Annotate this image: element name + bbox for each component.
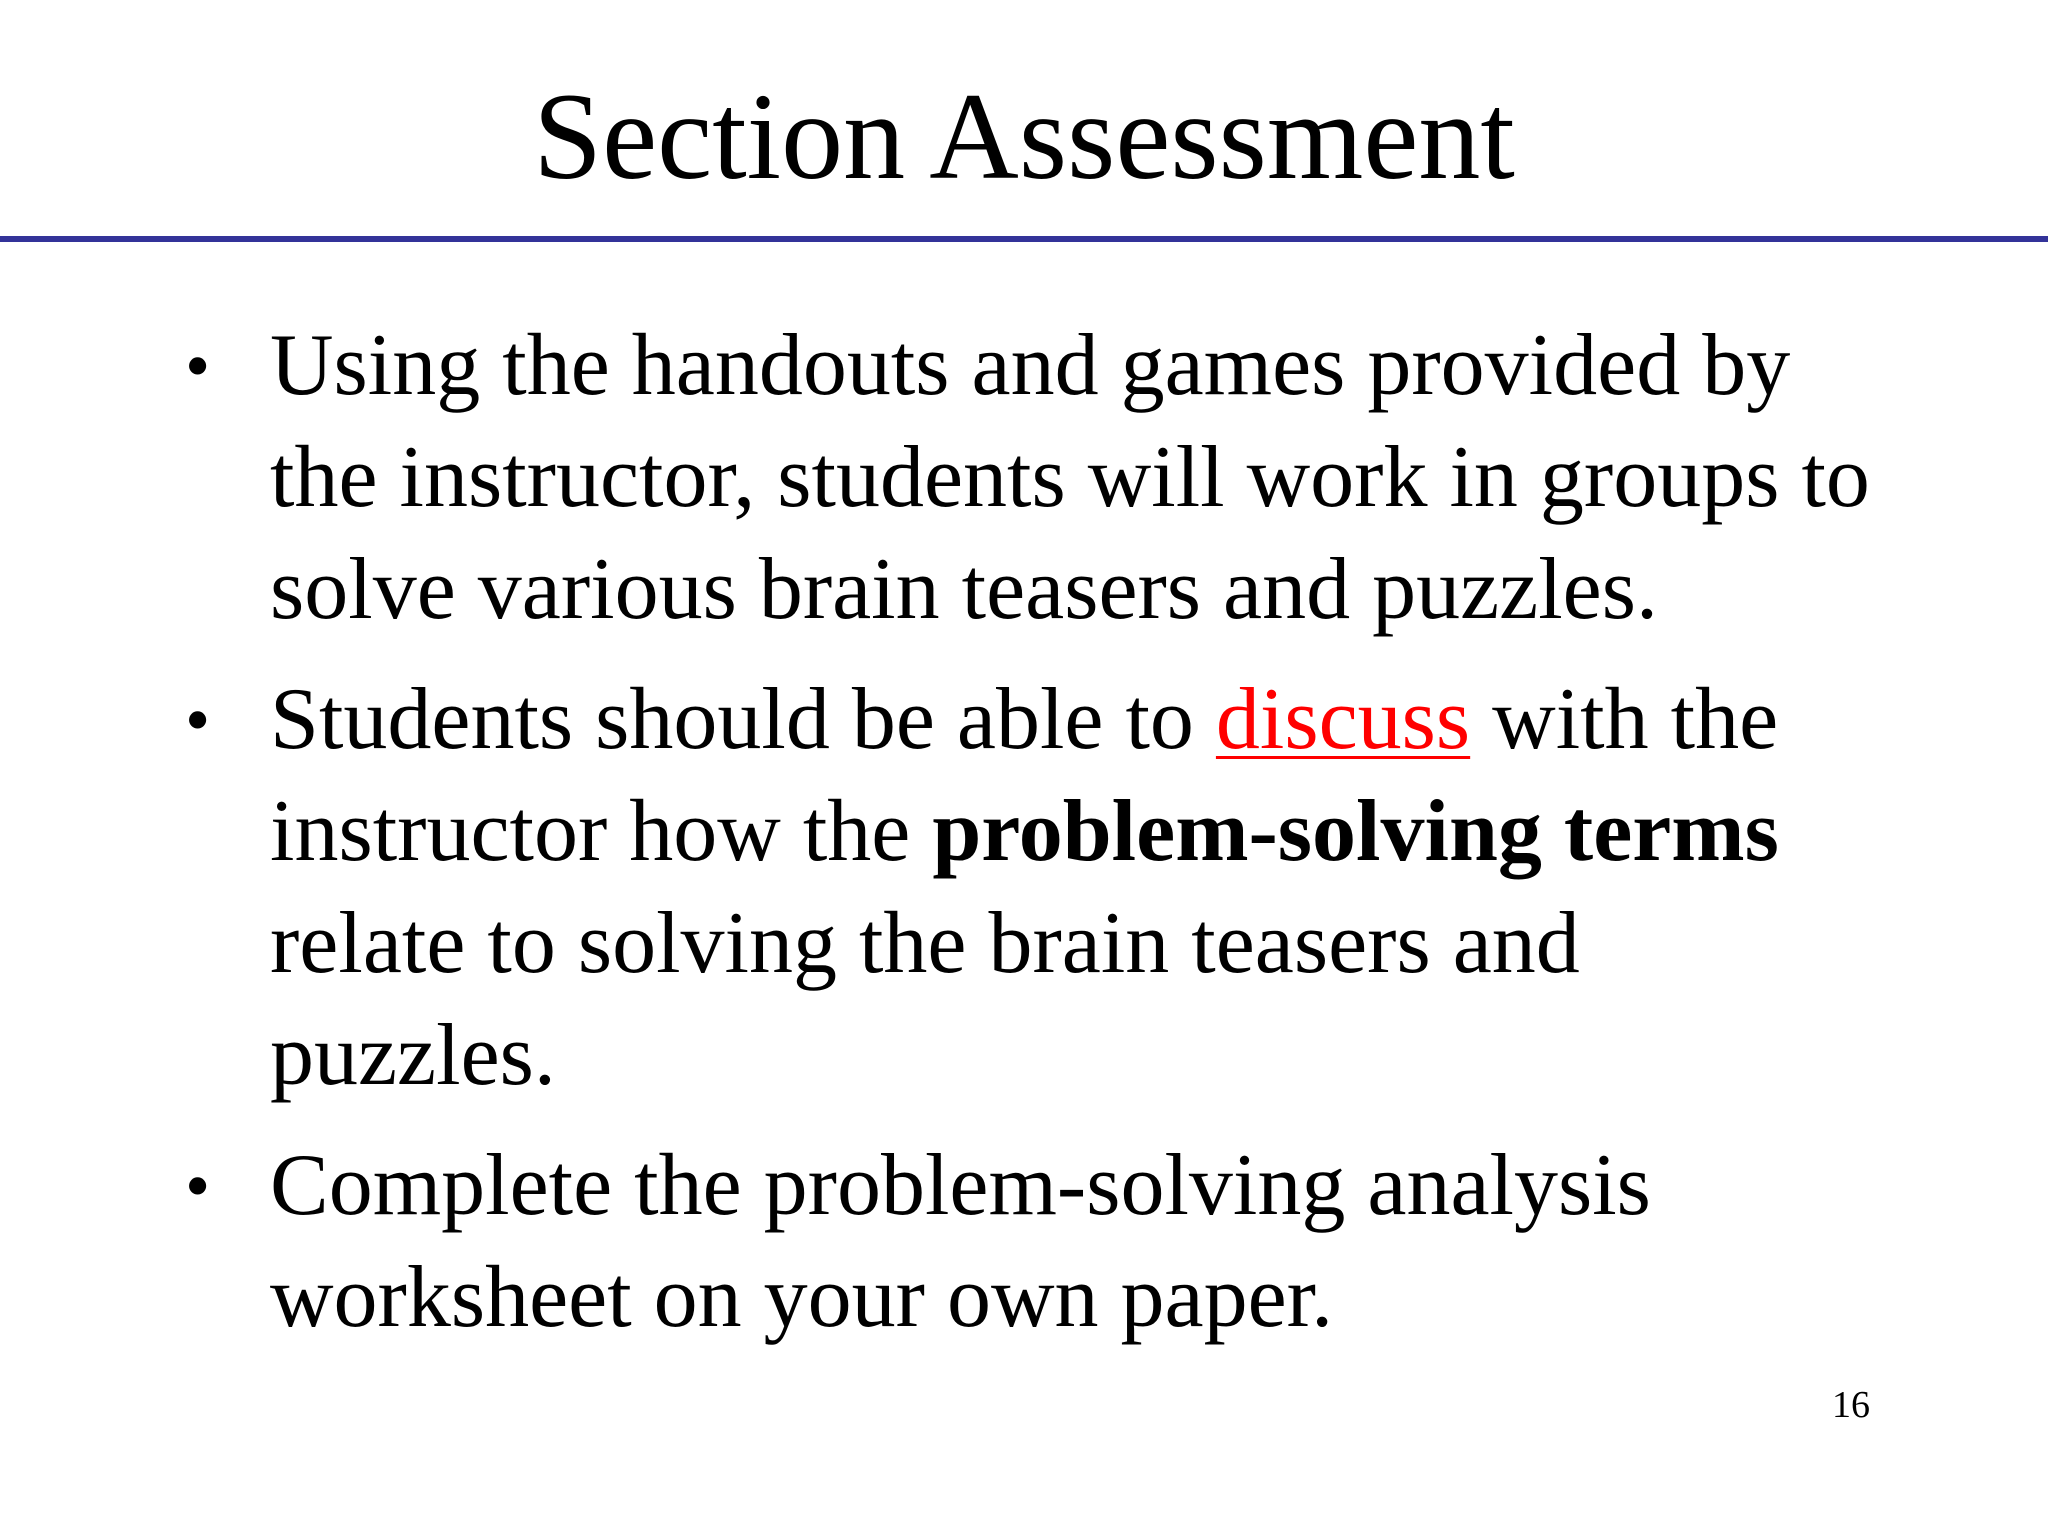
bold-term: problem-solving terms [932, 783, 1779, 880]
bullet-icon: • [185, 680, 211, 760]
page-number: 16 [1832, 1384, 1870, 1426]
bullet-text: Complete the problem-solving analysis worksheet on your own paper. [270, 1137, 1651, 1346]
discuss-link[interactable]: discuss [1215, 671, 1471, 768]
bullet-list [185, 310, 1885, 1372]
bullet-icon: • [185, 1146, 211, 1226]
bullet-icon: • [185, 326, 211, 406]
bullet-text-after: relate to solving the brain teasers and puzzles. [270, 895, 1580, 1104]
bullet-text-middle: with the instructor how the [270, 671, 1779, 880]
bullet-item-worksheet [185, 1130, 1885, 1354]
bullet-text: Using the handouts and games provided by the instructor, students will work in groups to solve various brain teasers and puzzles. [270, 317, 1870, 638]
slide-title: Section Assessment [533, 68, 1515, 205]
bullet-text-before: Students should be able to [270, 671, 1216, 768]
bullet-item-discuss [185, 664, 1885, 1112]
title-divider [0, 236, 2048, 242]
bullet-item-handouts [185, 310, 1885, 646]
